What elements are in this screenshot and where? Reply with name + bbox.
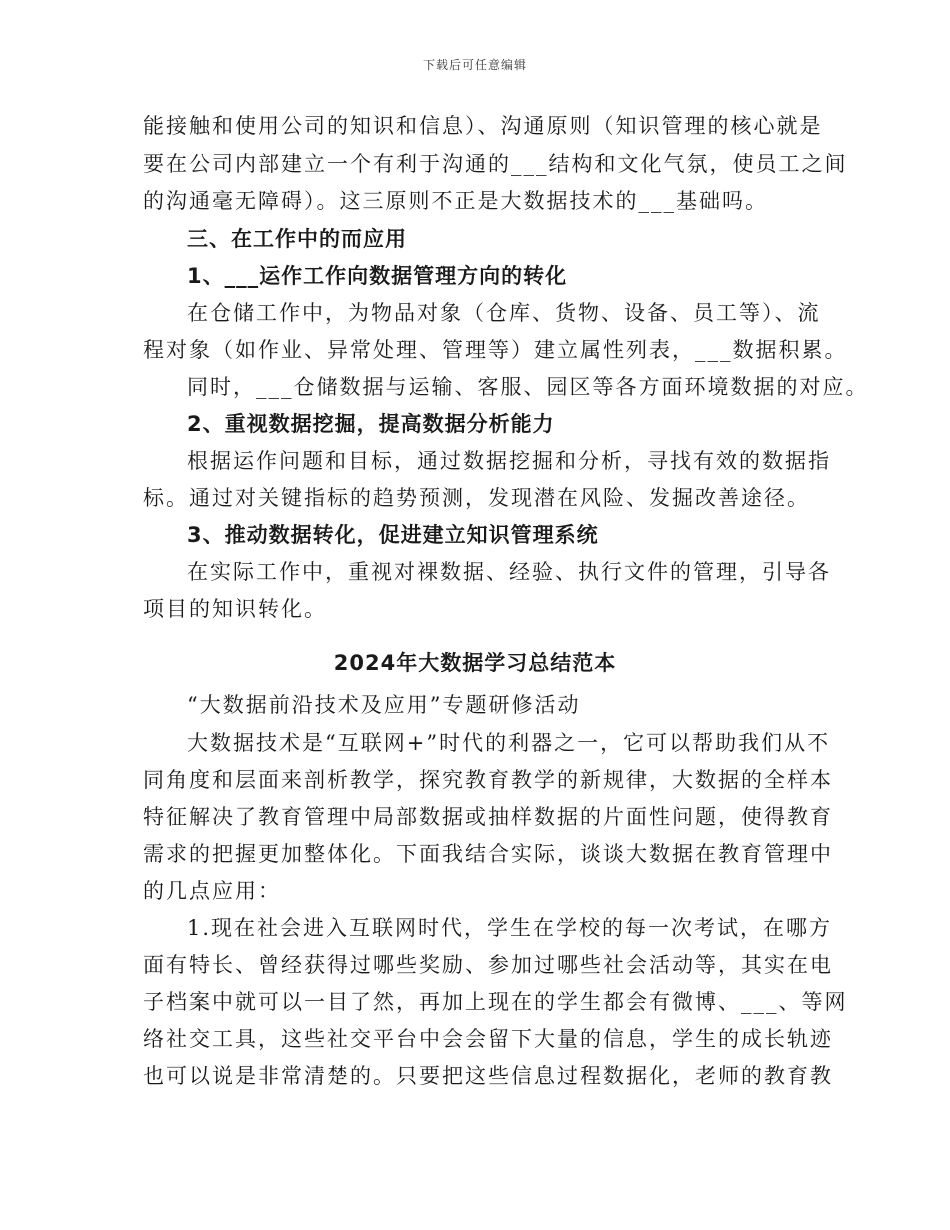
paragraph-line: 同时，___仓储数据与运输、客服、园区等各方面环境数据的对应。 xyxy=(187,375,869,399)
page-header: 下载后可任意编辑 xyxy=(422,58,527,72)
paragraph-line: 在实际工作中，重视对裸数据、经验、执行文件的管理，引导各 xyxy=(187,560,831,584)
paragraph-line: 特征解决了教育管理中局部数据或抽样数据的片面性问题，使得教育 xyxy=(143,805,833,829)
subtitle: “大数据前沿技术及应用”专题研修活动 xyxy=(187,693,581,717)
paragraph-line: 也可以说是非常清楚的。只要把这些信息过程数据化，老师的教育教 xyxy=(143,1064,833,1088)
paragraph-line: 1.现在社会进入互联网时代，学生在学校的每一次考试，在哪方 xyxy=(187,916,833,940)
subsection-heading: 2、重视数据挖掘，提高数据分析能力 xyxy=(187,412,555,436)
subsection-heading: 1、___运作工作向数据管理方向的转化 xyxy=(187,264,568,288)
subsection-heading: 3、推动数据转化，促进建立知识管理系统 xyxy=(187,523,599,547)
paragraph-line: 的几点应用： xyxy=(143,879,281,903)
paragraph-line: 根据运作问题和目标，通过数据挖掘和分析，寻找有效的数据指 xyxy=(187,449,831,473)
paragraph-line: 程对象（如作业、异常处理、管理等）建立属性列表，___数据积累。 xyxy=(143,338,848,362)
paragraph-line: 络社交工具，这些社交平台中会会留下大量的信息，学生的成长轨迹 xyxy=(143,1027,833,1051)
section-heading: 三、在工作中的而应用 xyxy=(187,227,407,251)
paragraph-line: 能接触和使用公司的知识和信息）、沟通原则（知识管理的核心就是 xyxy=(143,114,823,138)
paragraph-line: 同角度和层面来剖析教学，探究教育教学的新规律，大数据的全样本 xyxy=(143,768,833,792)
paragraph-line: 大数据技术是“互联网+”时代的利器之一，它可以帮助我们从不 xyxy=(187,731,831,755)
paragraph-line: 在仓储工作中，为物品对象（仓库、货物、设备、员工等）、流 xyxy=(187,301,821,325)
paragraph-line: 需求的把握更加整体化。下面我结合实际，谈谈大数据在教育管理中 xyxy=(143,842,833,866)
paragraph-line: 子档案中就可以一目了然，再加上现在的学生都会有微博、___、等网 xyxy=(143,990,848,1014)
paragraph-line: 的沟通毫无障碍）。这三原则不正是大数据技术的___基础吗。 xyxy=(143,189,768,213)
document-title: 2024年大数据学习总结范本 xyxy=(333,651,617,675)
paragraph-line: 要在公司内部建立一个有利于沟通的___结构和文化气氛，使员工之间 xyxy=(143,152,848,176)
paragraph-line: 标。通过对关键指标的趋势预测，发现潜在风险、发掘改善途径。 xyxy=(143,486,810,510)
paragraph-line: 面有特长、曾经获得过哪些奖励、参加过哪些社会活动等，其实在电 xyxy=(143,953,833,977)
paragraph-line: 项目的知识转化。 xyxy=(143,597,327,621)
